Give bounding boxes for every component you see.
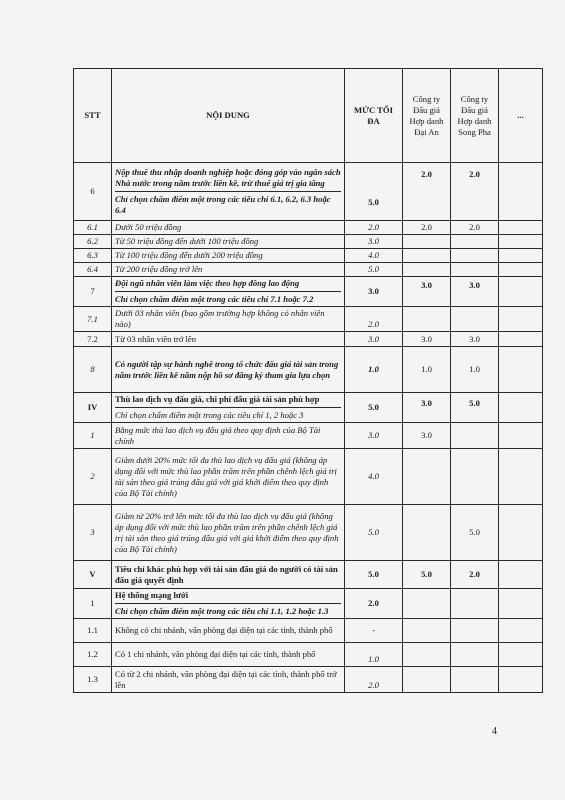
row-stt: 7.2 [74,332,112,347]
table-row [74,332,543,347]
row-extra [499,667,543,693]
header-stt: STT [74,69,112,163]
row-max: 5.0 [345,163,403,221]
row-co2: 5.0 [451,393,499,423]
table-row [74,263,543,277]
row-stt: V [74,561,112,589]
row-co1 [403,667,451,693]
row-max: 5.0 [345,263,403,277]
row-stt: 3 [74,505,112,561]
row-co1 [403,619,451,643]
row-stt: 1.2 [74,643,112,667]
row-stt: 1 [74,423,112,449]
table-row [74,449,543,505]
row-extra [499,643,543,667]
header-noi-dung: NỘI DUNG [112,69,345,163]
row-content: Từ 200 triệu đồng trở lên [112,263,345,277]
row-co1: 3.0 [403,332,451,347]
row-max: 1.0 [345,643,403,667]
row-co2 [451,263,499,277]
page-number: 4 [492,726,497,737]
row-max: 5.0 [345,505,403,561]
row-co2: 2.0 [451,561,499,589]
criterion-note: Chỉ chọn chấm điểm một trong các tiêu chí 7.1 hoặc 7.2 [115,291,341,305]
row-co2 [451,667,499,693]
header-cong-ty-song-pha: Công ty Đấu giá Hợp danh Song Pha [451,69,499,163]
row-co1: 2.0 [403,221,451,235]
row-co2: 3.0 [451,332,499,347]
row-extra [499,505,543,561]
row-co2: 2.0 [451,221,499,235]
row-co1 [403,643,451,667]
row-max: 3.0 [345,332,403,347]
row-co2: 2.0 [451,163,499,221]
table-row [74,277,543,307]
row-co2 [451,249,499,263]
header-cong-ty-dai-an: Công ty Đấu giá Hợp danh Đại An [403,69,451,163]
row-co2 [451,619,499,643]
row-co2 [451,643,499,667]
row-co1 [403,589,451,619]
table-row [74,589,543,619]
row-co1: 3.0 [403,277,451,307]
row-co1 [403,249,451,263]
table-row [74,347,543,393]
criterion-note: Chỉ chọn chấm điểm một trong các tiêu chí 6.1, 6.2, 6.3 hoặc 6.4 [115,191,341,216]
row-extra [499,277,543,307]
row-co1 [403,263,451,277]
table-row [74,643,543,667]
row-co2 [451,235,499,249]
row-content: Bằng mức thù lao dịch vụ đấu giá theo quy định của Bộ Tài chính [112,423,345,449]
row-stt: 7 [74,277,112,307]
row-content: Có người tập sự hành nghề trong tổ chức đấu giá tài sản trong năm trước liền kề năm nộp hồ sơ đăng ký tham gia lựa chọn [112,347,345,393]
criterion-title: Thù lao dịch vụ đấu giá, chi phí đấu giá tài sản phù hợp [115,394,320,404]
table-row [74,423,543,449]
row-max: 3.0 [345,235,403,249]
row-co1: 3.0 [403,423,451,449]
table-row [74,393,543,423]
row-co1: 1.0 [403,347,451,393]
row-max: 2.0 [345,307,403,332]
row-extra [499,589,543,619]
header-extra: ... [499,69,543,163]
row-max: 2.0 [345,221,403,235]
row-stt: 2 [74,449,112,505]
row-co2 [451,423,499,449]
header-muc-toi-da: MỨC TỐI ĐA [345,69,403,163]
row-co2 [451,449,499,505]
row-stt: 1 [74,589,112,619]
row-co1 [403,307,451,332]
row-max: 1.0 [345,347,403,393]
row-extra [499,347,543,393]
table-row [74,619,543,643]
row-stt: 6.3 [74,249,112,263]
row-stt: 6 [74,163,112,221]
row-extra [499,619,543,643]
row-max: 5.0 [345,393,403,423]
row-extra [499,332,543,347]
row-max: 2.0 [345,667,403,693]
row-stt: 6.1 [74,221,112,235]
row-extra [499,449,543,505]
row-content [112,277,345,307]
row-content: Từ 03 nhân viên trở lên [112,332,345,347]
table-row [74,667,543,693]
row-stt: 1.1 [74,619,112,643]
criterion-title: Nộp thuế thu nhập doanh nghiệp hoặc đóng góp vào ngân sách Nhà nước trong năm trước liền kề, trừ thuế giá trị gia tăng [115,167,341,188]
criterion-note: Chỉ chọn chấm điểm một trong các tiêu chí 1.1, 1.2 hoặc 1.3 [115,603,341,617]
row-extra [499,307,543,332]
row-extra [499,263,543,277]
row-content: Tiêu chí khác phù hợp với tài sản đấu giá do người có tài sản đấu giá quyết định [112,561,345,589]
row-extra [499,561,543,589]
row-co1 [403,449,451,505]
row-max: 4.0 [345,249,403,263]
row-co2 [451,589,499,619]
table-row [74,249,543,263]
row-extra [499,163,543,221]
table-row [74,163,543,221]
row-content: Có từ 2 chi nhánh, văn phòng đại diện tại các tỉnh, thành phố trở lên [112,667,345,693]
row-content: Dưới 03 nhân viên (bao gồm trường hợp không có nhân viên nào) [112,307,345,332]
table-row [74,221,543,235]
row-co2: 3.0 [451,277,499,307]
row-co1: 5.0 [403,561,451,589]
row-stt: 8 [74,347,112,393]
row-stt: 7.1 [74,307,112,332]
row-content [112,589,345,619]
row-max: 5.0 [345,561,403,589]
criterion-title: Hệ thống mạng lưới [115,590,189,600]
table-row [74,307,543,332]
row-co1: 3.0 [403,393,451,423]
row-content: Từ 100 triệu đồng đến dưới 200 triệu đồng [112,249,345,263]
row-co1: 2.0 [403,163,451,221]
table-row [74,561,543,589]
criterion-title: Đội ngũ nhân viên làm việc theo hợp đồng lao động [115,278,300,288]
row-extra [499,249,543,263]
row-stt: 1.3 [74,667,112,693]
row-max: 2.0 [345,589,403,619]
row-content: Giảm từ 20% trở lên mức tối đa thù lao dịch vụ đấu giá (không áp dụng đối với mức thù lao phần trăm trên phần chênh lệch giá trị tài sản theo giá trúng đấu giá với giá khởi điểm theo quy định của Bộ Tài chính) [112,505,345,561]
row-extra [499,221,543,235]
row-content: Từ 50 triệu đồng đến dưới 100 triệu đồng [112,235,345,249]
row-co1 [403,505,451,561]
row-extra [499,423,543,449]
row-max: - [345,619,403,643]
row-content [112,163,345,221]
table-row [74,235,543,249]
row-co2: 1.0 [451,347,499,393]
row-content: Dưới 50 triệu đồng [112,221,345,235]
row-content: Không có chi nhánh, văn phòng đại diện tại các tỉnh, thành phố [112,619,345,643]
row-max: 3.0 [345,423,403,449]
row-max: 3.0 [345,277,403,307]
criterion-note: Chỉ chọn chấm điểm một trong các tiêu chí 1, 2 hoặc 3 [115,407,341,421]
row-extra [499,393,543,423]
row-max: 4.0 [345,449,403,505]
row-content: Giảm dưới 20% mức tối đa thù lao dịch vụ đấu giá (không áp dụng đối với mức thù lao phần trăm trên phần chênh lệch giá trị tài sản theo giá trúng đấu giá với giá khởi điểm theo quy định của Bộ Tài chính) [112,449,345,505]
table-header-row [74,69,543,163]
table-row [74,505,543,561]
row-content: Có 1 chi nhánh, văn phòng đại diện tại các tỉnh, thành phố [112,643,345,667]
row-co1 [403,235,451,249]
row-co2: 5.0 [451,505,499,561]
scoring-table [73,68,543,693]
row-content [112,393,345,423]
row-extra [499,235,543,249]
row-stt: IV [74,393,112,423]
row-stt: 6.2 [74,235,112,249]
row-co2 [451,307,499,332]
row-stt: 6.4 [74,263,112,277]
